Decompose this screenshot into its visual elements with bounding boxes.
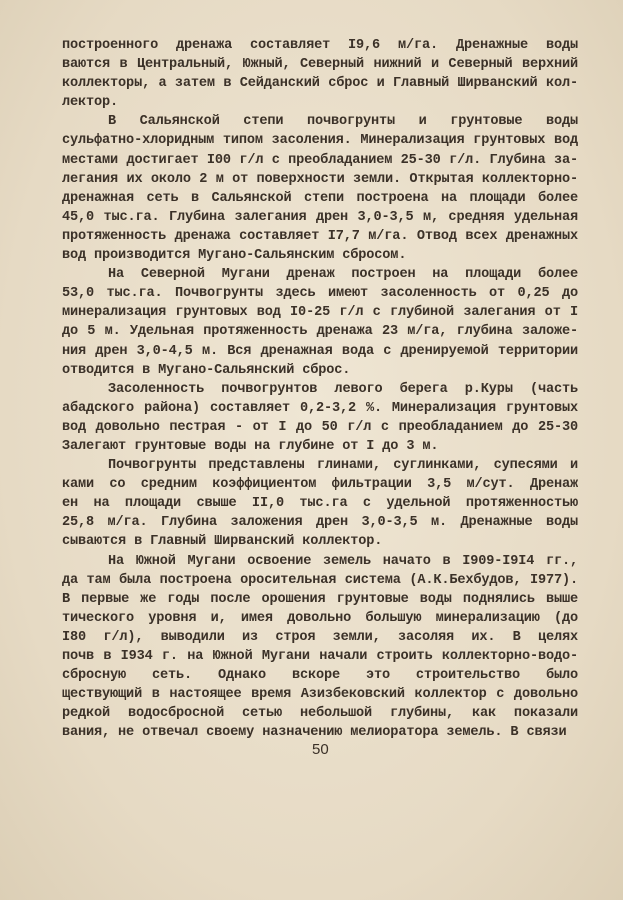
text-line: почв в I934 г. на Южной Мугани начали строить коллекторно-водо- <box>62 649 578 664</box>
text-line: На Южной Мугани освоение земель начато в I909-I9I4 гг., <box>108 553 578 569</box>
text-line: коллекторы, а затем в Сейданский сброс и Главный Ширванский кол- <box>62 76 578 92</box>
text-line: да там была построена оросительная система (А.К.Бехбудов, I977). <box>62 572 578 588</box>
document-body <box>62 36 578 742</box>
text-line: ния дрен 3,0-4,5 м. Вся дренажная вода с дренируемой территории <box>62 343 578 359</box>
text-line: I80 г/л), выводили из строя земли, засоляя их. В целях <box>62 629 578 645</box>
text-line: местами достигает I00 г/л с преобладанием 25-30 г/л. Глубина за- <box>62 152 578 168</box>
text-line: ен на площади свыше II,0 тыс.га с удельной протяженностью <box>62 496 578 512</box>
text-line: легания их около 2 м от поверхности земли. Открытая коллекторно- <box>62 171 578 187</box>
text-line: построенного дренажа составляет I9,6 м/га. Дренажные воды <box>62 38 578 53</box>
paragraph <box>62 265 578 380</box>
paragraph <box>62 380 578 456</box>
paragraph <box>62 36 578 112</box>
text-line: сываются в Главный Ширванский коллектор. <box>62 534 383 550</box>
text-line: Почвогрунты представлены глинами, суглинками, супесями и <box>108 458 578 474</box>
text-line: Засоленность почвогрунтов левого берега р.Куры (часть <box>108 381 578 397</box>
text-line: В Сальянской степи почвогрунты и грунтовые воды <box>108 114 578 130</box>
text-line: 25,8 м/га. Глубина заложения дрен 3,0-3,5 м. Дренажные воды <box>62 515 578 531</box>
text-line: 45,0 тыс.га. Глубина залегания дрен 3,0-3,5 м, средняя удельная <box>62 209 578 225</box>
text-line: вод довольно пестрая - от I до 50 г/л с преобладанием до 25-30 <box>62 419 578 435</box>
paragraph <box>62 112 578 265</box>
text-line: ками со средним коэффициентом фильтрации 3,5 м/сут. Дренаж <box>62 477 578 493</box>
text-line: отводится в Мугано-Сальянский сброс. <box>62 362 351 378</box>
text-line: вания, не отвечал своему назначению мелиоратора земель. В связи <box>62 725 567 741</box>
text-line: вод производится Мугано-Сальянским сбросом. <box>62 248 407 264</box>
paragraph <box>62 456 578 551</box>
text-line: минерализация грунтовых вод I0-25 г/л с глубиной залегания от I <box>62 305 578 321</box>
text-line: ществующий в настоящее время Азизбековский коллектор с довольно <box>62 687 578 703</box>
text-line: Залегают грунтовые воды на глубине от I до 3 м. <box>62 438 439 454</box>
text-line: ваются в Центральный, Южный, Северный нижний и Северный верхний <box>62 57 578 73</box>
text-line: тического уровня и, имея довольно большую минерализацию (до <box>62 610 578 626</box>
text-line: На Северной Мугани дренаж построен на площади более <box>108 267 578 283</box>
text-line: В первые же годы после орошения грунтовые воды поднялись выше <box>62 591 578 607</box>
text-line: 53,0 тыс.га. Почвогрунты здесь имеют засоленность от 0,25 до <box>62 286 578 302</box>
text-line: редкой водосбросной сетью небольшой глубины, как показали <box>62 706 578 722</box>
text-line: лектор. <box>62 95 119 111</box>
text-line: сбросную сеть. Однако вскоре это строительство было <box>62 668 578 684</box>
text-line: абадского района) составляет 0,2-3,2 %. Минерализация грунтовых <box>62 400 578 416</box>
text-line: протяженность дренажа составляет I7,7 м/га. Отвод всех дренажных <box>62 228 578 244</box>
text-line: дренажная сеть в Сальянской степи построена на площади более <box>62 190 578 206</box>
paragraph <box>62 552 578 743</box>
page-number: 50 <box>312 741 329 758</box>
text-line: сульфатно-хлоридным типом засоления. Минерализация грунтовых вод <box>62 133 578 149</box>
text-line: до 5 м. Удельная протяженность дренажа 23 м/га, глубина заложе- <box>62 324 578 340</box>
